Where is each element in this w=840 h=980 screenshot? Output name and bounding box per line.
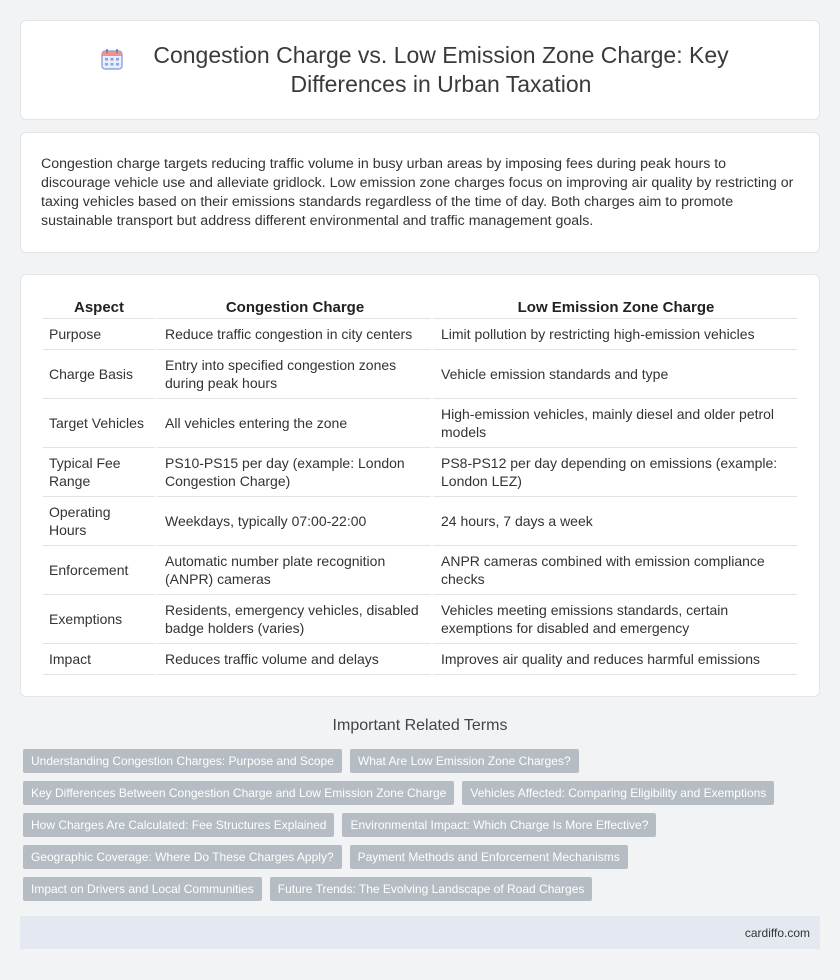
table-cell: Purpose <box>43 319 155 350</box>
table-cell: Impact <box>43 644 155 675</box>
table-cell: Charge Basis <box>43 350 155 399</box>
table-cell: Limit pollution by restricting high-emission vehicles <box>431 319 797 350</box>
table-cell: Residents, emergency vehicles, disabled badge holders (varies) <box>155 595 431 644</box>
table-cell: PS8-PS12 per day depending on emissions (example: London LEZ) <box>431 448 797 497</box>
related-terms-list <box>23 749 823 901</box>
table-row <box>43 546 797 595</box>
column-header: Aspect <box>43 297 155 319</box>
footer <box>20 916 820 949</box>
table-cell: Reduces traffic volume and delays <box>155 644 431 675</box>
tag-row <box>23 749 823 773</box>
calendar-icon <box>100 47 124 71</box>
header-card <box>20 20 820 120</box>
column-header: Low Emission Zone Charge <box>431 297 797 319</box>
table-cell: Improves air quality and reduces harmful emissions <box>431 644 797 675</box>
column-header: Congestion Charge <box>155 297 431 319</box>
tag-row <box>23 845 823 869</box>
table-row <box>43 497 797 546</box>
related-term-tag[interactable]: Impact on Drivers and Local Communities <box>23 877 262 901</box>
table-cell: Reduce traffic congestion in city centers <box>155 319 431 350</box>
table-row <box>43 319 797 350</box>
table-cell: Exemptions <box>43 595 155 644</box>
related-term-tag[interactable]: Vehicles Affected: Comparing Eligibility and Exemptions <box>462 781 774 805</box>
related-term-tag[interactable]: Environmental Impact: Which Charge Is More Effective? <box>342 813 656 837</box>
related-term-tag[interactable]: Payment Methods and Enforcement Mechanisms <box>350 845 628 869</box>
related-term-tag[interactable]: Future Trends: The Evolving Landscape of Road Charges <box>270 877 593 901</box>
related-term-tag[interactable]: How Charges Are Calculated: Fee Structures Explained <box>23 813 334 837</box>
table-row <box>43 595 797 644</box>
table-cell: High-emission vehicles, mainly diesel and older petrol models <box>431 399 797 448</box>
table-cell: Vehicles meeting emissions standards, certain exemptions for disabled and emergency <box>431 595 797 644</box>
intro-text: Congestion charge targets reducing traffic volume in busy urban areas by imposing fees during peak hours to discourage vehicle use and alleviate gridlock. Low emission zone charges focus on improving air quality by restricting or taxing vehicles based on their emissions standards regardless of the time of day. Both charges aim to promote sustainable transport but address different environmental and traffic management goals. <box>41 156 794 229</box>
site-link[interactable]: cardiffo.com <box>744 925 810 940</box>
intro-card <box>20 132 820 253</box>
table-cell: Automatic number plate recognition (ANPR) cameras <box>155 546 431 595</box>
tag-row <box>23 813 823 837</box>
table-cell: Weekdays, typically 07:00-22:00 <box>155 497 431 546</box>
table-cell: ANPR cameras combined with emission compliance checks <box>431 546 797 595</box>
table-row <box>43 399 797 448</box>
table-row <box>43 350 797 399</box>
table-cell: Enforcement <box>43 546 155 595</box>
table-cell: Target Vehicles <box>43 399 155 448</box>
table-cell: Entry into specified congestion zones during peak hours <box>155 350 431 399</box>
tag-row <box>23 781 823 805</box>
table-row <box>43 448 797 497</box>
table-cell: All vehicles entering the zone <box>155 399 431 448</box>
related-term-tag[interactable]: Understanding Congestion Charges: Purpose and Scope <box>23 749 342 773</box>
table-cell: Typical Fee Range <box>43 448 155 497</box>
table-cell: Vehicle emission standards and type <box>431 350 797 399</box>
table-cell: PS10-PS15 per day (example: London Congestion Charge) <box>155 448 431 497</box>
table-header-row <box>43 297 797 319</box>
comparison-table <box>43 297 797 675</box>
tag-row <box>23 877 823 901</box>
table-cell: Operating Hours <box>43 497 155 546</box>
table-cell: 24 hours, 7 days a week <box>431 497 797 546</box>
related-term-tag[interactable]: Key Differences Between Congestion Charge and Low Emission Zone Charge <box>23 781 454 805</box>
comparison-table-card <box>20 274 820 697</box>
table-row <box>43 644 797 675</box>
page-title: Congestion Charge vs. Low Emission Zone Charge: Key Differences in Urban Taxation <box>153 42 729 97</box>
related-term-tag[interactable]: What Are Low Emission Zone Charges? <box>350 749 579 773</box>
related-term-tag[interactable]: Geographic Coverage: Where Do These Charges Apply? <box>23 845 342 869</box>
related-terms-title: Important Related Terms <box>332 717 508 734</box>
